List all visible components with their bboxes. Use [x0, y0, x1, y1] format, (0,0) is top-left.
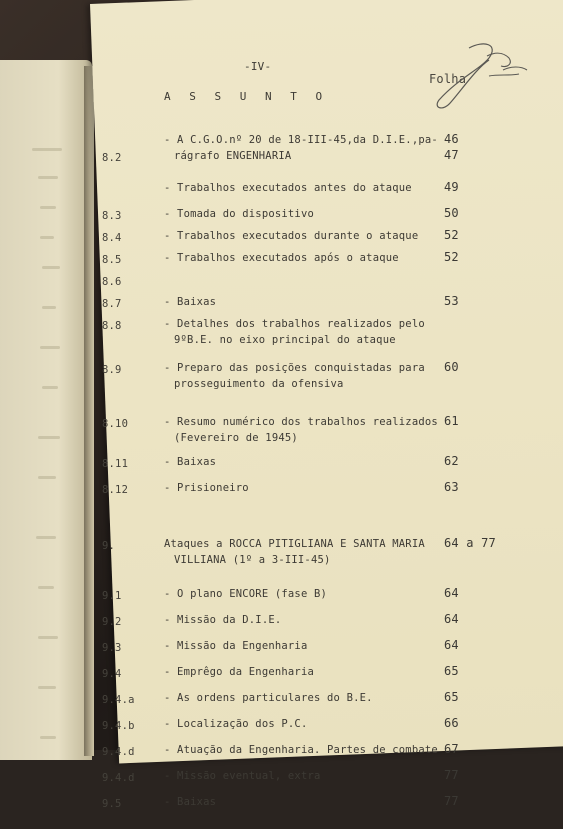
entry-description: - Baixas [164, 456, 217, 468]
handwritten-signature [429, 38, 539, 118]
entry-number: 9.4.b [102, 720, 135, 732]
entry-page-number: 64 [444, 638, 459, 652]
entry-number: 8.8 [102, 320, 122, 332]
entry-page-number: 65 [444, 690, 459, 704]
entry-number: 8.11 [102, 458, 129, 470]
entry-page-number: 61 [444, 414, 459, 428]
entry-number: 9.1 [102, 590, 122, 602]
entry-page-number: 52 [444, 250, 459, 264]
entry-page-number: 77 [444, 768, 459, 782]
entry-description: rágrafo ENGENHARIA [174, 150, 292, 162]
entry-page-number: 65 [444, 664, 459, 678]
entry-page-number: 67 [444, 742, 459, 756]
entry-description: 9ºB.E. no eixo principal do ataque [174, 334, 396, 346]
entry-description: VILLIANA (1º a 3-III-45) [174, 554, 331, 566]
entry-description: - Resumo numérico dos trabalhos realizados [164, 416, 438, 428]
page-number-roman: -IV- [244, 60, 272, 73]
entry-page-number: 63 [444, 480, 459, 494]
entry-number: 9.3 [102, 642, 122, 654]
entry-description: - As ordens particulares do B.E. [164, 692, 373, 704]
entry-page-number: 53 [444, 294, 459, 308]
entry-number: 8.12 [102, 484, 129, 496]
entry-description: - Baixas [164, 296, 217, 308]
entry-page-number: 60 [444, 360, 459, 374]
entry-description: - Tomada do dispositivo [164, 208, 314, 221]
entry-page-number: 47 [444, 148, 459, 162]
entry-description: - O plano ENCORE (fase B) [164, 588, 328, 600]
entry-description: - Emprêgo da Engenharia [164, 666, 314, 678]
entry-page-number: 66 [444, 716, 459, 730]
entry-description: - Baixas [164, 796, 217, 808]
entry-number: 9. [102, 540, 116, 552]
entry-description: - Detalhes dos trabalhos realizados pelo [164, 318, 425, 330]
entry-description: - Preparo das posições conquistadas para [164, 362, 425, 374]
folha-label: Folha [429, 72, 467, 86]
entry-description: - Trabalhos executados durante o ataque [164, 230, 419, 242]
document-page [90, 0, 563, 810]
entry-page-number: 49 [443, 180, 459, 194]
entry-description: prosseguimento da ofensiva [174, 378, 344, 390]
entry-number: 8.4 [102, 232, 122, 244]
entry-number: 9.4.a [102, 694, 135, 706]
entry-description: (Fevereiro de 1945) [174, 432, 298, 444]
entry-description: - Missão da D.I.E. [164, 614, 282, 626]
entry-number: 9.4 [102, 668, 122, 680]
entry-page-number: 77 [444, 794, 459, 808]
entry-number: 9.4.d [102, 772, 135, 784]
entry-number: 8.7 [102, 298, 122, 310]
entry-number: 8.6 [102, 276, 122, 288]
entry-description: Ataques a ROCCA PITIGLIANA E SANTA MARIA [164, 538, 425, 550]
entry-description: - Prisioneiro [164, 482, 249, 494]
entry-page-number: 62 [444, 454, 459, 468]
entry-page-number: 64 [444, 612, 459, 626]
entry-description: - Atuação da Engenharia. Partes de combate [164, 744, 438, 756]
entry-page-number: 46 [444, 132, 459, 146]
entry-page-number: 64 a 77 [444, 536, 496, 550]
entry-description: - A C.G.O.nº 20 de 18-III-45,da D.I.E.,pa- [164, 134, 438, 146]
entry-number: 8.2 [102, 152, 122, 164]
assunto-heading: A S S U N T O [164, 90, 329, 103]
entry-number: 9.4.d [102, 746, 135, 758]
left-page [0, 60, 92, 760]
entry-description: - Trabalhos executados antes do ataque [164, 182, 412, 194]
entry-number: 8.10 [102, 418, 129, 430]
entry-description: - Trabalhos executados após o ataque [164, 251, 399, 264]
entry-number: 9.2 [102, 616, 122, 628]
entry-number: 8.3 [102, 210, 122, 222]
entry-description: - Missão da Engenharia [164, 640, 308, 652]
entry-page-number: 64 [444, 586, 459, 600]
entry-number: 9.5 [102, 798, 122, 810]
entry-description: - Localização dos P.C. [164, 718, 308, 730]
entry-number: 8.5 [102, 254, 122, 266]
entry-description: - Missão eventual, extra [164, 770, 321, 782]
entry-page-number: 50 [444, 206, 459, 220]
entry-page-number: 52 [444, 228, 459, 242]
entry-number: 8.9 [102, 364, 122, 376]
page-content [84, 26, 563, 810]
